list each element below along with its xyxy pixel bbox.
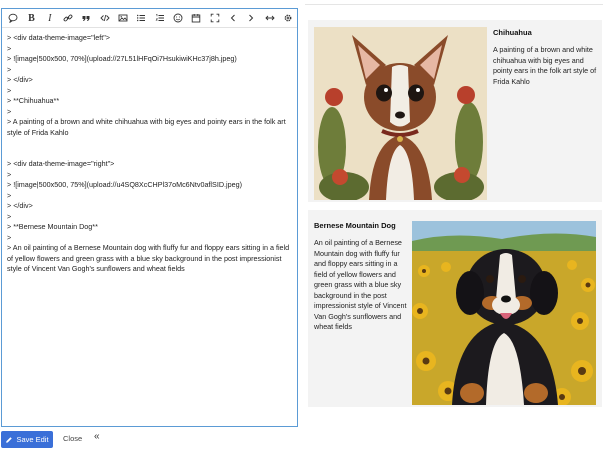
preview-top-divider	[305, 0, 603, 5]
fullscreen-icon[interactable]	[205, 9, 223, 28]
editor-line	[7, 149, 293, 160]
calendar-icon[interactable]	[187, 9, 205, 28]
card-text-chihuahua: A painting of a brown and white chihuahua with big eyes and pointy ears in the folk art style of Frida Kahlo	[493, 45, 597, 86]
card-text-bernese: An oil painting of a Bernese Mountain dog with fluffy fur and floppy ears sitting in a field of yellow flowers and green grass with a blue sky background in the post impressionist style of Vincent Van Gogh's sunflowers and wheat fields	[314, 238, 407, 331]
link-icon[interactable]	[59, 9, 77, 28]
chihuahua-painting-image	[314, 27, 487, 200]
editor-line: > <div data-theme-image="right">	[7, 159, 115, 168]
emoji-icon[interactable]	[169, 9, 187, 28]
editor-line: >	[7, 106, 12, 116]
image-icon[interactable]	[114, 9, 132, 28]
comment-icon[interactable]	[4, 9, 22, 28]
chevron-right-icon[interactable]	[242, 9, 260, 28]
chevron-left-icon[interactable]	[224, 9, 242, 28]
editor-line: >	[7, 169, 12, 179]
bullet-list-icon[interactable]	[132, 9, 150, 28]
markdown-text-area[interactable]	[2, 28, 297, 275]
editor-line: > **Bernese Mountain Dog**	[7, 222, 98, 231]
editor-line	[7, 138, 293, 149]
editor-line: >	[7, 64, 12, 74]
editor-toolbar	[2, 9, 297, 28]
card-title-chihuahua: Chihuahua	[493, 28, 532, 37]
editor-line: > <div data-theme-image="left">	[7, 33, 110, 42]
editor-line: > **Chihuahua**	[7, 96, 60, 105]
italic-icon[interactable]: I	[48, 12, 52, 24]
bold-icon[interactable]: B	[28, 12, 35, 24]
code-icon[interactable]	[96, 9, 114, 28]
quote-icon[interactable]	[77, 9, 95, 28]
theme-image-left-card	[308, 20, 602, 202]
editor-line: >	[7, 190, 12, 200]
bernese-painting-image	[412, 221, 596, 405]
save-edit-label: Save Edit	[16, 435, 49, 444]
editor-line: > </div>	[7, 201, 33, 210]
collapse-preview-icon[interactable]: «	[94, 431, 100, 442]
card-title-bernese: Bernese Mountain Dog	[314, 221, 396, 230]
numbered-list-icon[interactable]	[151, 9, 169, 28]
theme-image-right-card	[308, 210, 602, 407]
editor-line: >	[7, 232, 12, 242]
editor-line: >	[7, 85, 12, 95]
editor-line: > ![image|500x500, 75%](upload://u4SQ8XcCHPl37oMc6Ntv0aflSID.jpeg)	[7, 180, 242, 189]
pencil-icon	[5, 436, 13, 444]
swap-arrows-icon[interactable]	[260, 9, 278, 28]
close-button[interactable]: Close	[63, 434, 83, 443]
save-edit-button[interactable]	[1, 431, 53, 448]
editor-line: > </div>	[7, 75, 33, 84]
editor-line: >	[7, 211, 12, 221]
editor-line: > ![image|500x500, 70%](upload://27L51lHFqOi7HsukiwiKHc37j8h.jpeg)	[7, 54, 237, 63]
gear-icon[interactable]	[279, 9, 297, 28]
editor-line: > A painting of a brown and white chihuahua with big eyes and pointy ears in the folk art style of Frida Kahlo	[7, 117, 286, 137]
editor-line: > An oil painting of a Bernese Mountain dog with fluffy fur and floppy ears sitting in a field of yellow flowers and green grass with a blue sky background in the post impressionist style of Vincent Van Gogh's sunflowers and wheat fields	[7, 243, 290, 273]
editor-line: >	[7, 43, 12, 53]
composer-editor[interactable]	[1, 8, 298, 427]
